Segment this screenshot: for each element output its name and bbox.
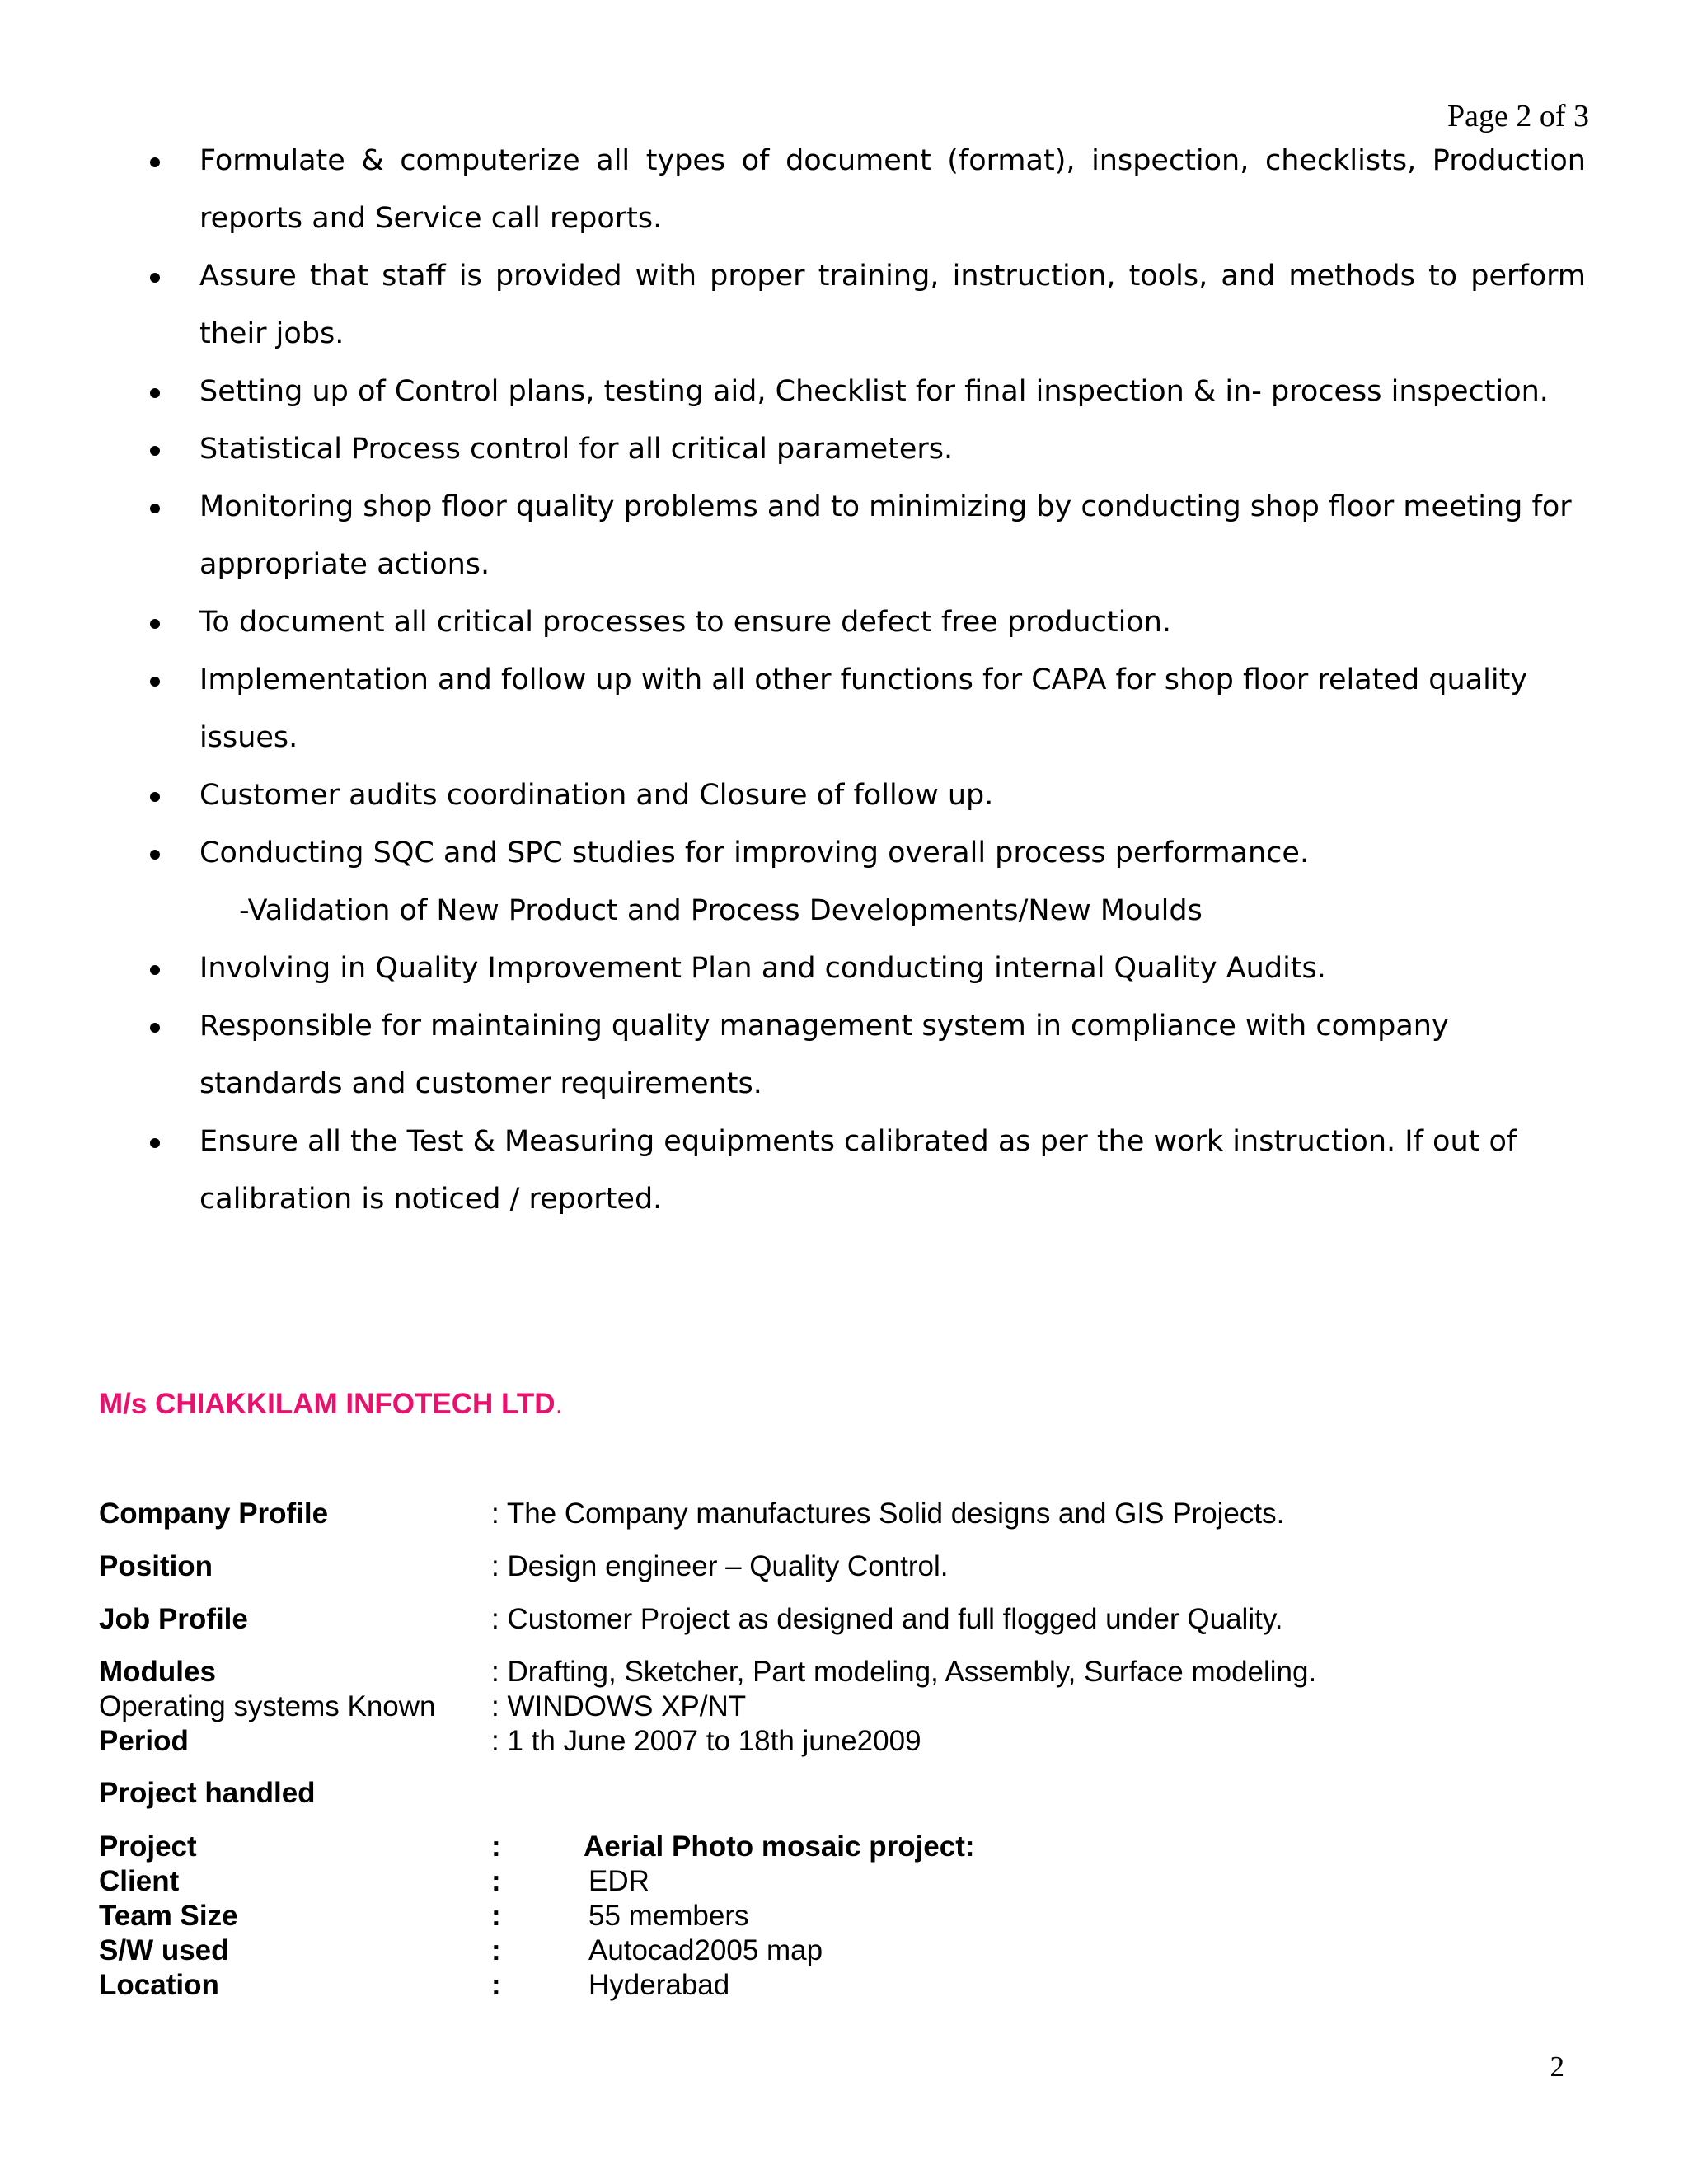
- os-value: : WINDOWS XP/NT: [491, 1690, 747, 1722]
- sw-used-separator: :: [491, 1934, 501, 1966]
- bullet-icon: [150, 1023, 160, 1033]
- company-profile-value: : The Company manufactures Solid designs and GIS Projects.: [491, 1497, 1285, 1530]
- list-item: To document all critical processes to ensure defect free production.: [142, 593, 1586, 651]
- list-item: Responsible for maintaining quality management system in compliance with company standards and customer requirements.: [142, 997, 1586, 1113]
- projects-heading: Project handled: [99, 1777, 316, 1809]
- list-item: Implementation and follow up with all other functions for CAPA for shop floor related quality issues.: [142, 651, 1586, 766]
- team-size-separator: :: [491, 1900, 501, 1932]
- list-item: Ensure all the Test & Measuring equipments calibrated as per the work instruction. If out of calibration is noticed / reported.: [142, 1113, 1586, 1228]
- bullet-icon: [150, 850, 160, 860]
- bullet-icon: [150, 504, 160, 513]
- team-size-label: Team Size: [99, 1900, 238, 1932]
- bullet-icon: [150, 1138, 160, 1148]
- period-label: Period: [99, 1725, 189, 1757]
- sw-used-value: Autocad2005 map: [588, 1934, 823, 1966]
- list-item: Setting up of Control plans, testing aid, Checklist for final inspection & in- process inspection.: [142, 363, 1586, 420]
- bullet-icon: [150, 446, 160, 456]
- list-item: Customer audits coordination and Closure of follow up.: [142, 766, 1586, 824]
- period-value: : 1 th June 2007 to 18th june2009: [491, 1725, 921, 1757]
- bullet-icon: [150, 388, 160, 398]
- project-value: Aerial Photo mosaic project:: [584, 1830, 975, 1863]
- modules-value: : Drafting, Sketcher, Part modeling, Assembly, Surface modeling.: [491, 1656, 1317, 1688]
- modules-label: Modules: [99, 1656, 216, 1688]
- bullet-icon: [150, 157, 160, 167]
- client-value: EDR: [588, 1865, 649, 1897]
- client-label: Client: [99, 1865, 180, 1897]
- list-subitem: -Validation of New Product and Process Developments/New Moulds: [239, 894, 1203, 927]
- project-separator: :: [491, 1830, 501, 1863]
- location-label: Location: [99, 1969, 219, 2001]
- page-header-indicator: Page 2 of 3: [1447, 99, 1589, 134]
- project-label: Project: [99, 1830, 197, 1863]
- page-number: 2: [1550, 2050, 1564, 2083]
- list-item: Monitoring shop floor quality problems and to minimizing by conducting shop floor meeting for appropriate actions.: [142, 478, 1586, 593]
- company-profile-label: Company Profile: [99, 1497, 329, 1530]
- list-item: Conducting SQC and SPC studies for improving overall process performance.: [142, 824, 1586, 882]
- responsibilities-list: [142, 132, 1586, 1228]
- sw-used-label: S/W used: [99, 1934, 229, 1966]
- client-separator: :: [491, 1865, 501, 1897]
- list-item: Assure that staff is provided with proper training, instruction, tools, and methods to perform their jobs.: [142, 247, 1586, 363]
- bullet-icon: [150, 792, 160, 802]
- bullet-icon: [150, 677, 160, 687]
- location-separator: :: [491, 1969, 501, 2001]
- job-profile-label: Job Profile: [99, 1603, 248, 1635]
- list-item: Statistical Process control for all critical parameters.: [142, 420, 1586, 478]
- list-item: Formulate & computerize all types of document (format), inspection, checklists, Production reports and Service call reports.: [142, 132, 1586, 247]
- bullet-icon: [150, 273, 160, 283]
- bullet-icon: [150, 619, 160, 629]
- company-name: M/s CHIAKKILAM INFOTECH LTD.: [99, 1388, 564, 1420]
- list-item: Involving in Quality Improvement Plan and conducting internal Quality Audits.: [142, 940, 1586, 997]
- position-label: Position: [99, 1550, 213, 1582]
- team-size-value: 55 members: [588, 1900, 749, 1932]
- position-value: : Design engineer – Quality Control.: [491, 1550, 949, 1582]
- job-profile-value: : Customer Project as designed and full flogged under Quality.: [491, 1603, 1283, 1635]
- location-value: Hyderabad: [588, 1969, 730, 2001]
- os-label: Operating systems Known: [99, 1690, 436, 1722]
- bullet-icon: [150, 965, 160, 975]
